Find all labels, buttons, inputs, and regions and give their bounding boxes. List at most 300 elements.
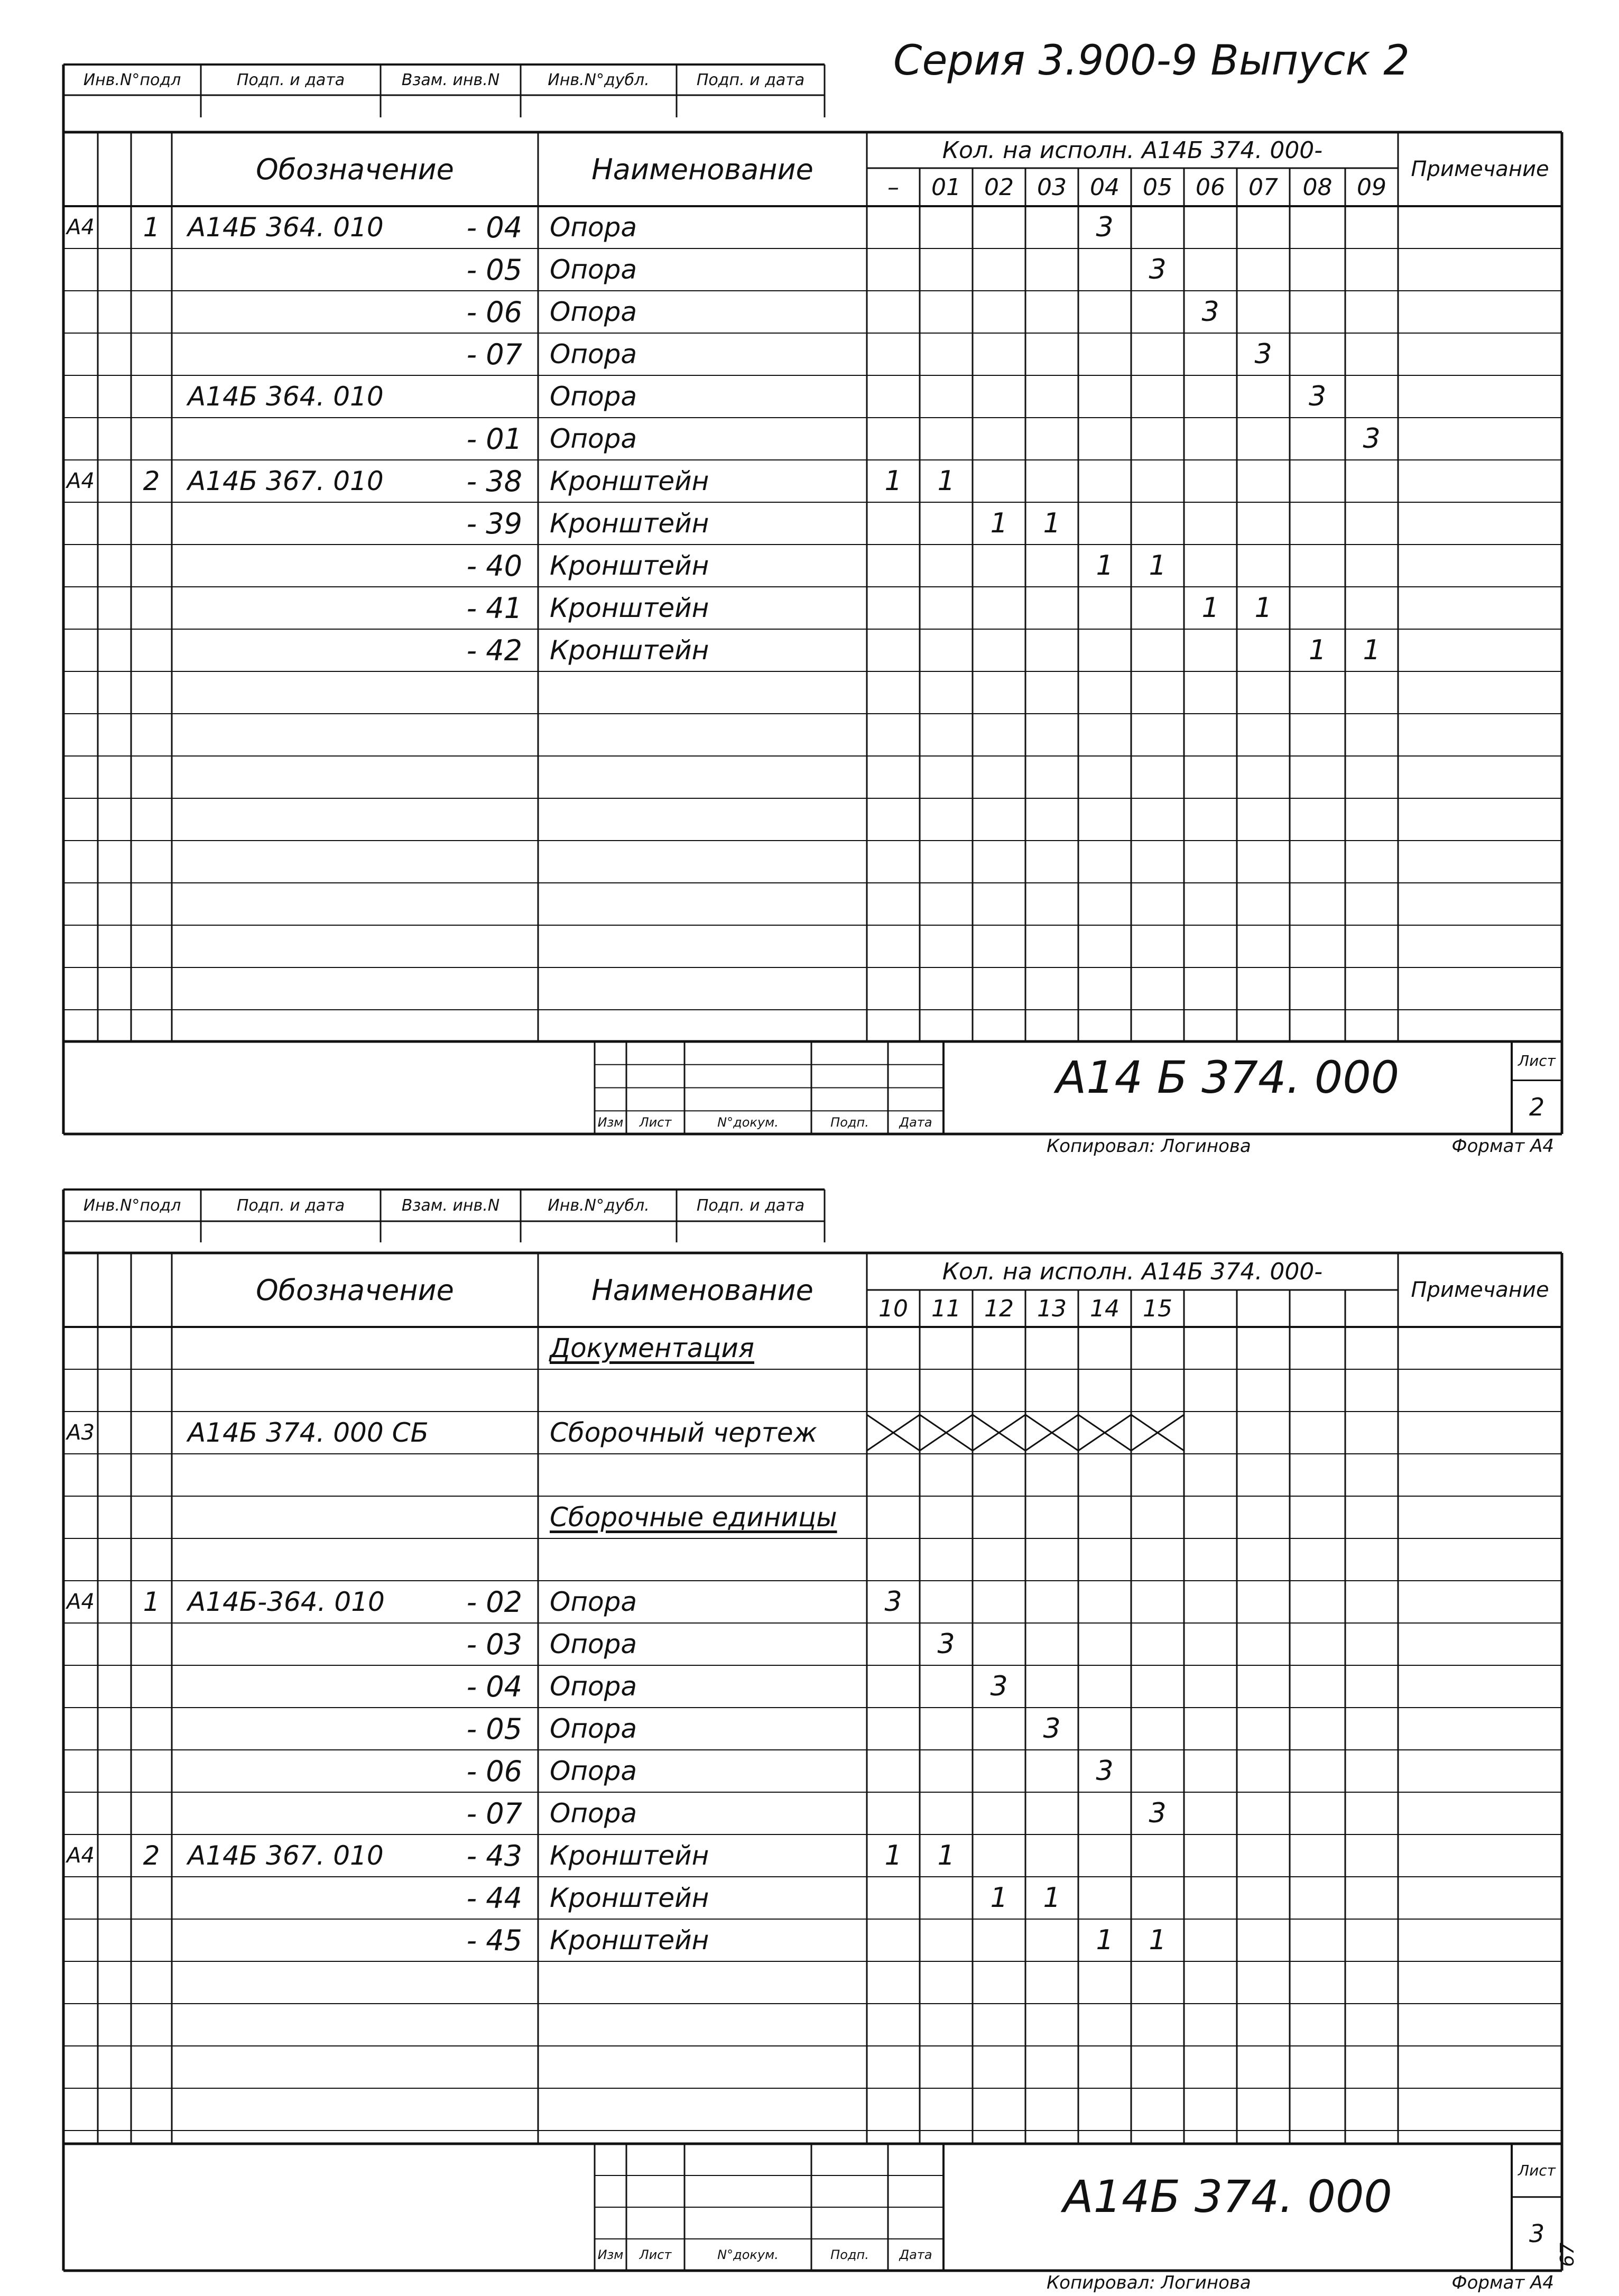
qty-cell: 1 <box>990 508 1008 539</box>
row-position: 2 <box>143 1840 160 1871</box>
qty-cell <box>1290 1877 1345 1919</box>
qty-cell <box>1290 1708 1345 1750</box>
sheet-label: Лист <box>1518 2161 1556 2179</box>
row-position <box>131 1369 172 1412</box>
qty-cell <box>1131 1327 1184 1369</box>
row-position <box>131 1327 172 1369</box>
qty-cell <box>920 1454 973 1496</box>
row-designation: А14Б 364. 010 <box>188 381 384 412</box>
row-format <box>63 1369 98 1412</box>
qty-cell <box>1290 1369 1345 1412</box>
qty-cell <box>1290 1919 1345 1961</box>
qty-cell <box>973 1623 1025 1665</box>
qty-cell <box>1184 1623 1237 1665</box>
qty-column-header: 12 <box>984 1295 1014 1322</box>
qty-cell <box>1184 1750 1237 1792</box>
row-name <box>550 1454 857 1496</box>
row-name: Сборочный чертеж <box>550 1417 817 1448</box>
row-name: Опора <box>550 1587 637 1617</box>
qty-cell: 1 <box>1096 550 1114 582</box>
qty-cell <box>1025 1369 1078 1412</box>
qty-cell <box>1345 1496 1398 1538</box>
row-name: Опора <box>550 423 637 454</box>
titleblock-label: Дата <box>899 2247 932 2262</box>
row-designation-suffix: - 05 <box>466 253 522 287</box>
qty-cell: 3 <box>1254 338 1272 370</box>
qty-cell <box>1345 1834 1398 1877</box>
qty-cell <box>973 1412 1025 1454</box>
qty-cell <box>1131 1877 1184 1919</box>
qty-cell <box>1345 1412 1398 1454</box>
qty-cell <box>1345 1623 1398 1665</box>
row-name: Кронштейн <box>550 1925 709 1956</box>
strip-label: Взам. инв.N <box>401 70 500 89</box>
row-name: Кронштейн <box>550 508 709 539</box>
titleblock-label: Лист <box>639 1115 672 1130</box>
qty-cell: 1 <box>1363 634 1381 666</box>
qty-cell <box>1290 1623 1345 1665</box>
strip-label: Взам. инв.N <box>401 1196 500 1215</box>
qty-cell <box>867 1369 920 1412</box>
qty-cell <box>867 1665 920 1708</box>
sheet-label: Лист <box>1518 1052 1556 1070</box>
row-position <box>131 1665 172 1708</box>
qty-cell <box>1237 1834 1290 1877</box>
titleblock-label: Дата <box>899 1115 932 1130</box>
qty-cell <box>1131 1412 1184 1454</box>
qty-cell <box>1025 1581 1078 1623</box>
qty-cell <box>1078 1708 1131 1750</box>
row-designation-suffix: - 45 <box>466 1923 522 1957</box>
row-name: Опора <box>550 1756 637 1786</box>
qty-cell <box>1237 1750 1290 1792</box>
qty-column-header: 10 <box>878 1295 908 1322</box>
qty-cell <box>1184 1581 1237 1623</box>
row-position <box>131 1623 172 1665</box>
qty-cell: 3 <box>884 1586 902 1618</box>
qty-cell <box>1237 1369 1290 1412</box>
qty-cell <box>1184 1412 1237 1454</box>
row-name: Опора <box>550 212 637 243</box>
row-name: Кронштейн <box>550 1883 709 1913</box>
qty-cell <box>920 1538 973 1581</box>
qty-cell <box>1078 1665 1131 1708</box>
row-position <box>131 1877 172 1919</box>
qty-cell <box>1237 1708 1290 1750</box>
row-designation: А14Б 367. 010 <box>188 1840 384 1871</box>
qty-cell <box>1290 1412 1345 1454</box>
qty-cell <box>1184 1877 1237 1919</box>
row-designation: А14Б-364. 010 <box>188 1587 385 1617</box>
row-position <box>131 1538 172 1581</box>
qty-cell <box>1237 1623 1290 1665</box>
qty-cell <box>1345 1665 1398 1708</box>
qty-title: Кол. на исполн. А14Б 374. 000- <box>942 136 1323 164</box>
qty-cell <box>973 1792 1025 1834</box>
qty-cell: 1 <box>990 1882 1008 1914</box>
qty-cell <box>1078 1412 1131 1454</box>
strip-label: Инв.N°подл <box>83 1196 181 1215</box>
qty-cell <box>973 1919 1025 1961</box>
row-name: Опора <box>550 381 637 412</box>
row-name: Кронштейн <box>550 466 709 496</box>
qty-cell <box>973 1327 1025 1369</box>
row-designation-suffix: - 44 <box>466 1881 522 1915</box>
qty-cell <box>1131 1708 1184 1750</box>
copied-by: Копировал: Логинова <box>1047 2272 1251 2293</box>
row-format: А4 <box>67 215 95 239</box>
qty-cell <box>1078 1496 1131 1538</box>
qty-column-header: 11 <box>931 1295 961 1322</box>
qty-cell <box>1025 1792 1078 1834</box>
qty-cell <box>1184 1496 1237 1538</box>
qty-cell: 1 <box>937 465 955 497</box>
qty-cell <box>1025 1665 1078 1708</box>
qty-cell: 1 <box>1043 508 1061 539</box>
row-name: Опора <box>550 1629 637 1659</box>
row-designation-suffix: - 38 <box>466 464 522 498</box>
qty-cell <box>867 1708 920 1750</box>
header-note: Примечание <box>1411 1278 1549 1302</box>
qty-cell <box>1078 1623 1131 1665</box>
row-designation-suffix: - 04 <box>466 210 522 244</box>
row-position <box>131 1919 172 1961</box>
row-format <box>63 1877 98 1919</box>
qty-cell <box>920 1369 973 1412</box>
qty-cell <box>1131 1496 1184 1538</box>
qty-cell: 3 <box>1096 1755 1114 1787</box>
qty-cell <box>1025 1412 1078 1454</box>
qty-cell <box>1237 1454 1290 1496</box>
copied-by: Копировал: Логинова <box>1047 1136 1251 1157</box>
qty-cell <box>1025 1919 1078 1961</box>
row-designation-suffix <box>401 1327 522 1369</box>
row-name: Опора <box>550 297 637 327</box>
qty-cell <box>1345 1750 1398 1792</box>
strip-label: Подп. и дата <box>236 1196 345 1215</box>
qty-cell <box>867 1412 920 1454</box>
qty-column-header: 09 <box>1357 173 1386 201</box>
qty-cell <box>1078 1877 1131 1919</box>
qty-cell: 1 <box>1254 592 1272 624</box>
qty-cell: 3 <box>1043 1713 1061 1745</box>
qty-cell <box>1131 1581 1184 1623</box>
qty-cell <box>973 1538 1025 1581</box>
qty-column-header: 07 <box>1248 173 1278 201</box>
row-designation-suffix: - 43 <box>466 1839 522 1873</box>
qty-cell <box>1345 1877 1398 1919</box>
qty-cell <box>973 1369 1025 1412</box>
qty-cell <box>1131 1665 1184 1708</box>
row-format: А3 <box>67 1421 95 1445</box>
row-position: 1 <box>143 1587 160 1617</box>
qty-cell <box>1290 1496 1345 1538</box>
row-name: Кронштейн <box>550 1840 709 1871</box>
qty-cell <box>920 1412 973 1454</box>
row-designation-suffix: - 07 <box>466 337 522 371</box>
qty-cell: 3 <box>1201 296 1219 328</box>
row-designation-suffix: - 06 <box>466 295 522 329</box>
qty-cell <box>1078 1538 1131 1581</box>
row-designation-suffix: - 02 <box>466 1585 522 1619</box>
qty-cell <box>1290 1750 1345 1792</box>
qty-cell <box>920 1327 973 1369</box>
qty-column-header <box>1345 1290 1398 1327</box>
row-position <box>131 1454 172 1496</box>
header-format <box>63 1253 98 1327</box>
qty-cell <box>920 1581 973 1623</box>
qty-cell <box>920 1919 973 1961</box>
qty-cell <box>1345 1708 1398 1750</box>
qty-cell <box>920 1708 973 1750</box>
qty-cell: 3 <box>990 1671 1008 1702</box>
qty-cell <box>973 1581 1025 1623</box>
qty-column-header: 08 <box>1302 173 1333 201</box>
row-format: А4 <box>67 1590 95 1614</box>
qty-cell <box>867 1877 920 1919</box>
row-name <box>550 1538 857 1581</box>
row-name: Опора <box>550 254 637 285</box>
qty-cell <box>1078 1369 1131 1412</box>
qty-cell <box>867 1792 920 1834</box>
row-format <box>63 1538 98 1581</box>
qty-cell <box>1345 1792 1398 1834</box>
row-position <box>131 1708 172 1750</box>
row-format: А4 <box>67 1843 95 1868</box>
qty-cell <box>1078 1792 1131 1834</box>
qty-cell <box>1131 1369 1184 1412</box>
qty-cell: 3 <box>1149 254 1167 285</box>
qty-cell <box>1345 1538 1398 1581</box>
row-position <box>131 1792 172 1834</box>
qty-cell <box>1184 1792 1237 1834</box>
strip-label: Подп. и дата <box>236 70 345 89</box>
row-format <box>63 1792 98 1834</box>
header-designation: Обозначение <box>256 152 454 186</box>
qty-cell <box>867 1750 920 1792</box>
qty-cell <box>1131 1750 1184 1792</box>
qty-cell <box>1025 1454 1078 1496</box>
qty-cell <box>1078 1454 1131 1496</box>
row-designation-suffix: - 07 <box>466 1796 522 1830</box>
row-designation-suffix <box>401 1496 522 1538</box>
qty-cell: 1 <box>937 1840 955 1871</box>
qty-cell <box>1184 1834 1237 1877</box>
row-format <box>63 1665 98 1708</box>
titleblock-label: Лист <box>639 2247 672 2262</box>
qty-cell <box>1131 1538 1184 1581</box>
qty-cell <box>1237 1327 1290 1369</box>
qty-column-header: 06 <box>1196 173 1225 201</box>
row-designation-suffix: - 40 <box>466 549 522 583</box>
titleblock-label: N°докум. <box>717 2247 779 2262</box>
qty-cell <box>920 1877 973 1919</box>
qty-cell <box>1237 1792 1290 1834</box>
qty-cell: 1 <box>884 1840 902 1871</box>
qty-cell <box>1025 1496 1078 1538</box>
qty-column-header: 14 <box>1090 1295 1120 1322</box>
qty-cell <box>1078 1834 1131 1877</box>
qty-cell <box>1025 1623 1078 1665</box>
qty-cell: 3 <box>1149 1797 1167 1829</box>
titleblock-label: Изм <box>597 1115 624 1130</box>
row-designation-suffix: - 06 <box>466 1754 522 1788</box>
row-designation-suffix <box>401 1538 522 1581</box>
qty-column-header: 01 <box>931 173 961 201</box>
qty-cell: 1 <box>1043 1882 1061 1914</box>
document-number: А14Б 374. 000 <box>1063 2171 1392 2223</box>
header-name: Наименование <box>591 152 813 186</box>
row-designation-suffix: - 41 <box>466 591 522 625</box>
sheet-number: 3 <box>1529 2219 1545 2248</box>
row-designation-suffix: - 05 <box>466 1712 522 1746</box>
strip-label: Подп. и дата <box>696 1196 805 1215</box>
row-designation-suffix: - 04 <box>466 1670 522 1703</box>
qty-cell <box>920 1665 973 1708</box>
row-format <box>63 1496 98 1538</box>
qty-cell <box>1290 1327 1345 1369</box>
qty-cell <box>1237 1496 1290 1538</box>
qty-cell <box>1345 1327 1398 1369</box>
qty-cell <box>973 1708 1025 1750</box>
strip-label: Инв.N°подл <box>83 70 181 89</box>
qty-column-header: – <box>887 173 899 201</box>
row-name: Опора <box>550 1713 637 1744</box>
qty-cell: 3 <box>1308 381 1327 412</box>
qty-cell <box>973 1454 1025 1496</box>
row-designation-suffix <box>401 1454 522 1496</box>
row-format <box>63 1708 98 1750</box>
qty-cell <box>1078 1327 1131 1369</box>
series-title: Серия 3.900-9 Выпуск 2 <box>893 37 1410 85</box>
row-format <box>63 1919 98 1961</box>
qty-cell <box>1290 1581 1345 1623</box>
header-pos <box>131 1253 172 1327</box>
row-format <box>63 1750 98 1792</box>
strip-label: Инв.N°дубл. <box>548 70 650 89</box>
qty-cell <box>867 1496 920 1538</box>
row-name: Опора <box>550 1671 637 1702</box>
qty-cell <box>973 1496 1025 1538</box>
row-designation-suffix <box>401 1412 522 1454</box>
format-label: Формат А4 <box>1451 1136 1554 1157</box>
margin-mark: 67 <box>1557 2243 1578 2267</box>
qty-title: Кол. на исполн. А14Б 374. 000- <box>942 1258 1323 1285</box>
qty-cell <box>1345 1581 1398 1623</box>
row-name: Опора <box>550 339 637 370</box>
qty-cell <box>1025 1327 1078 1369</box>
qty-cell <box>920 1496 973 1538</box>
qty-cell: 1 <box>1149 550 1167 582</box>
row-designation-suffix: - 39 <box>466 506 522 540</box>
qty-cell: 1 <box>1149 1924 1167 1956</box>
qty-cell <box>920 1750 973 1792</box>
row-name: Сборочные единицы <box>550 1502 837 1533</box>
qty-cell <box>867 1454 920 1496</box>
qty-cell <box>1237 1538 1290 1581</box>
qty-cell <box>1237 1919 1290 1961</box>
qty-cell: 3 <box>937 1628 955 1660</box>
row-designation-suffix: - 03 <box>466 1627 522 1661</box>
row-name: Кронштейн <box>550 593 709 623</box>
row-name: Кронштейн <box>550 635 709 666</box>
qty-cell <box>1237 1412 1290 1454</box>
qty-cell <box>1184 1454 1237 1496</box>
qty-cell: 1 <box>884 465 902 497</box>
qty-cell <box>1345 1454 1398 1496</box>
qty-column-header: 04 <box>1090 173 1120 201</box>
titleblock-label: N°докум. <box>717 1115 779 1130</box>
sheet-number: 2 <box>1529 1093 1545 1122</box>
qty-cell <box>973 1834 1025 1877</box>
row-format: А4 <box>67 469 95 493</box>
qty-cell <box>1290 1665 1345 1708</box>
row-designation: А14Б 367. 010 <box>188 466 384 496</box>
qty-column-header <box>1237 1290 1290 1327</box>
qty-cell <box>1184 1327 1237 1369</box>
format-label: Формат А4 <box>1451 2272 1554 2293</box>
strip-label: Подп. и дата <box>696 70 805 89</box>
qty-cell <box>1184 1708 1237 1750</box>
qty-cell <box>973 1750 1025 1792</box>
qty-cell: 3 <box>1363 423 1381 455</box>
qty-cell <box>1237 1877 1290 1919</box>
row-position <box>131 1496 172 1538</box>
qty-cell <box>1290 1454 1345 1496</box>
row-designation-suffix: - 01 <box>466 422 522 456</box>
qty-cell <box>1290 1834 1345 1877</box>
qty-cell <box>867 1919 920 1961</box>
header-name: Наименование <box>591 1273 813 1307</box>
qty-cell <box>867 1538 920 1581</box>
row-name: Документация <box>550 1333 754 1363</box>
row-format <box>63 1327 98 1369</box>
qty-column-header: 03 <box>1037 173 1067 201</box>
row-designation-suffix: - 42 <box>466 633 522 667</box>
qty-cell <box>867 1623 920 1665</box>
titleblock-label: Подп. <box>830 2247 869 2262</box>
row-name: Опора <box>550 1798 637 1829</box>
qty-cell <box>867 1327 920 1369</box>
qty-cell <box>1184 1919 1237 1961</box>
qty-cell <box>1290 1538 1345 1581</box>
row-format <box>63 1623 98 1665</box>
qty-cell <box>1237 1581 1290 1623</box>
qty-cell <box>1184 1665 1237 1708</box>
row-position: 2 <box>143 466 160 496</box>
row-position <box>131 1750 172 1792</box>
titleblock-label: Изм <box>597 2247 624 2262</box>
qty-cell <box>1025 1834 1078 1877</box>
qty-cell: 3 <box>1096 211 1114 243</box>
document-number: А14 Б 374. 000 <box>1056 1051 1400 1103</box>
row-name: Кронштейн <box>550 550 709 581</box>
row-position: 1 <box>143 212 160 243</box>
row-designation: А14Б 364. 010 <box>188 212 384 243</box>
qty-cell <box>1345 1919 1398 1961</box>
qty-cell <box>1184 1369 1237 1412</box>
qty-column-header <box>1290 1290 1345 1327</box>
qty-cell <box>1131 1623 1184 1665</box>
header-zone <box>98 1253 131 1327</box>
qty-cell <box>1237 1665 1290 1708</box>
header-note: Примечание <box>1411 157 1549 181</box>
qty-cell <box>920 1792 973 1834</box>
header-designation: Обозначение <box>256 1273 454 1307</box>
qty-cell: 1 <box>1096 1924 1114 1956</box>
qty-cell: 1 <box>1201 592 1219 624</box>
row-designation: А14Б 374. 000 СБ <box>188 1417 429 1448</box>
